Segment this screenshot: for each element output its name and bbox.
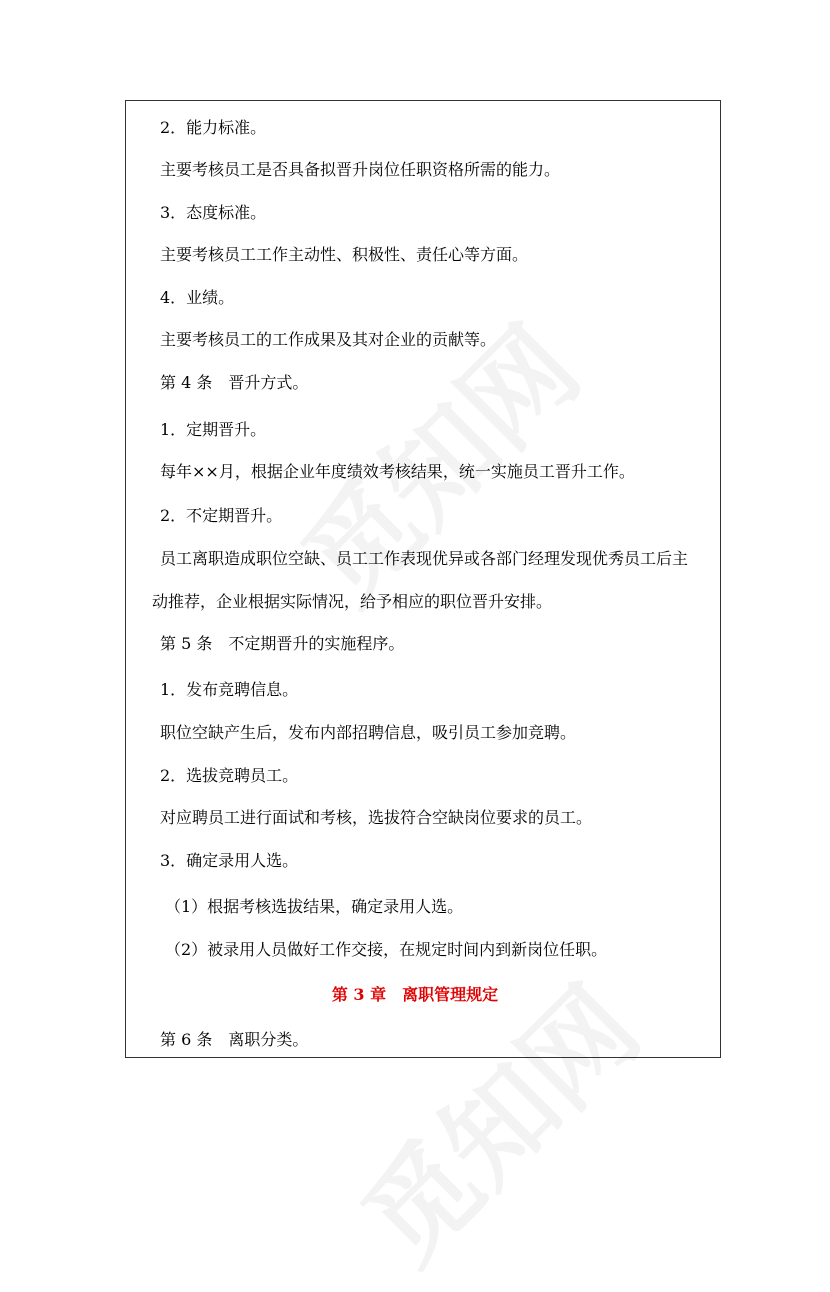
item-heading: 4．业绩。 xyxy=(160,288,235,307)
item-heading: 3．确定录用人选。 xyxy=(160,851,299,870)
paragraph: 对应聘员工进行面试和考核，选拔符合空缺岗位要求的员工。 xyxy=(160,808,593,827)
item-heading: 3．态度标准。 xyxy=(160,203,267,222)
list-item: （2）被录用人员做好工作交接，在规定时间内到新岗位任职。 xyxy=(165,940,608,959)
paragraph: 主要考核员工的工作成果及其对企业的贡献等。 xyxy=(160,330,497,349)
item-heading: 1．定期晋升。 xyxy=(160,420,267,439)
paragraph: 员工离职造成职位空缺、员工工作表现优异或各部门经理发现优秀员工后主 xyxy=(160,549,689,568)
item-heading: 2．能力标准。 xyxy=(160,118,267,137)
chapter-title: 第 3 章 离职管理规定 xyxy=(331,985,499,1004)
paragraph: 每年××月，根据企业年度绩效考核结果，统一实施员工晋升工作。 xyxy=(160,462,635,481)
article-heading: 第 6 条 离职分类。 xyxy=(160,1030,309,1049)
article-heading: 第 4 条 晋升方式。 xyxy=(160,373,309,392)
paragraph: 动推荐，企业根据实际情况，给予相应的职位晋升安排。 xyxy=(152,592,553,611)
list-item: （1）根据考核选拔结果，确定录用人选。 xyxy=(165,897,464,916)
paragraph: 主要考核员工工作主动性、积极性、责任心等方面。 xyxy=(160,245,529,264)
item-heading: 2．选拔竞聘员工。 xyxy=(160,766,299,785)
paragraph: 主要考核员工是否具备拟晋升岗位任职资格所需的能力。 xyxy=(160,160,561,179)
paragraph: 职位空缺产生后，发布内部招聘信息，吸引员工参加竞聘。 xyxy=(160,723,577,742)
article-heading: 第 5 条 不定期晋升的实施程序。 xyxy=(160,634,405,653)
item-heading: 1．发布竞聘信息。 xyxy=(160,680,299,699)
item-heading: 2．不定期晋升。 xyxy=(160,506,283,525)
